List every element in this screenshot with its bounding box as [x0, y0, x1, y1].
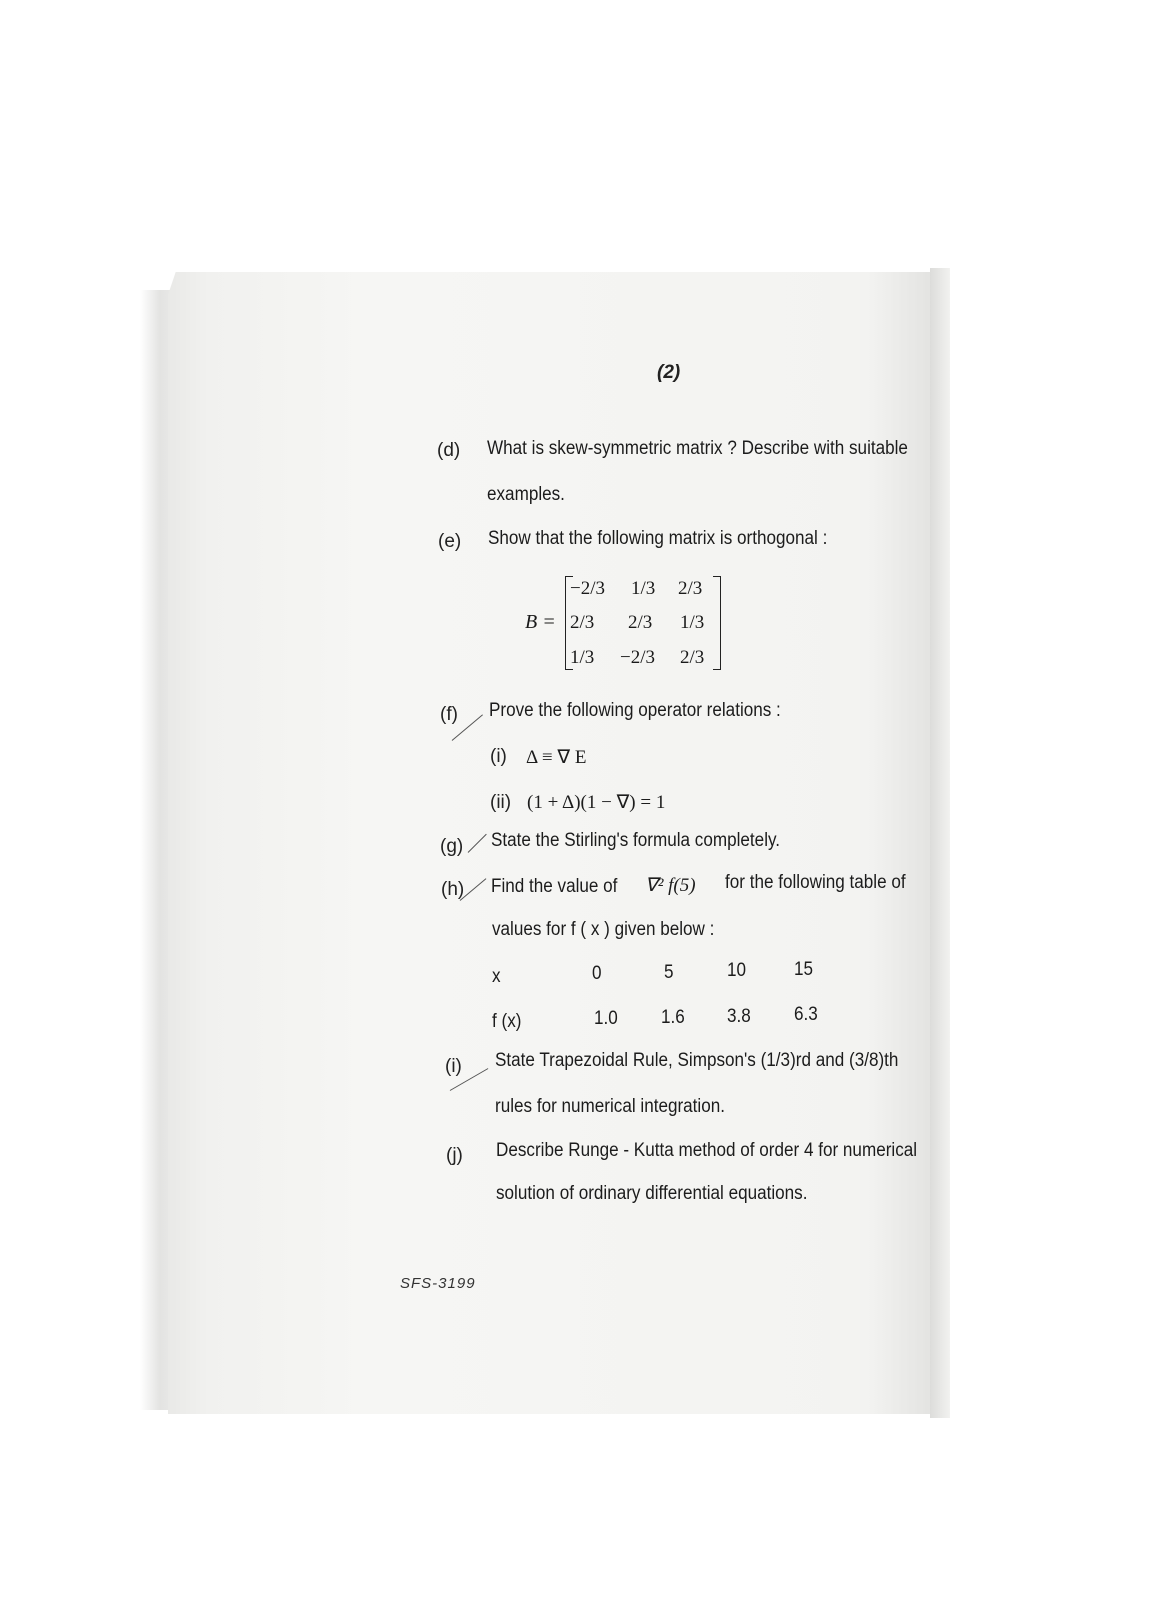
sheet-right-edge — [930, 268, 950, 1418]
question-i-label: (i) — [445, 1056, 462, 1077]
matrix-cell: 2/3 — [678, 578, 703, 599]
matrix-cell: 1/3 — [680, 612, 705, 633]
question-i-line1: State Trapezoidal Rule, Simpson's (1/3)rd and (3/8)th — [495, 1050, 899, 1071]
question-f-sub-i-expr: Δ ≡ ∇ E — [526, 747, 587, 768]
question-f-sub-ii-label: (ii) — [490, 792, 512, 813]
question-d-line1: What is skew-symmetric matrix ? Describe with suitable — [487, 438, 908, 459]
question-h-line1-b: for the following table of — [725, 872, 906, 893]
question-f-sub-ii-expr: (1 + Δ)(1 − ∇) = 1 — [527, 792, 666, 813]
table-fx-value: 1.6 — [661, 1007, 685, 1028]
matrix-cell: 2/3 — [570, 612, 595, 633]
table-x-label: x — [492, 966, 501, 987]
question-e-line1: Show that the following matrix is orthogonal : — [488, 528, 828, 549]
question-h-label: (h) — [441, 879, 465, 900]
question-e-label: (e) — [438, 531, 462, 552]
matrix-cell: −2/3 — [620, 647, 655, 668]
question-g-label: (g) — [440, 836, 464, 857]
matrix-b — [525, 573, 735, 673]
question-j-line2: solution of ordinary differential equations. — [496, 1183, 808, 1204]
table-fx-value: 1.0 — [594, 1008, 618, 1029]
question-d-label: (d) — [437, 440, 461, 461]
question-h-line1-a: Find the value of — [491, 876, 618, 897]
matrix-cell: 2/3 — [680, 647, 705, 668]
matrix-cell: 1/3 — [570, 647, 595, 668]
question-f-sub-i-label: (i) — [490, 746, 507, 767]
table-x-value: 10 — [727, 960, 747, 981]
question-j-line1: Describe Runge - Kutta method of order 4 for numerical — [496, 1140, 918, 1161]
table-x-value: 15 — [794, 959, 814, 980]
table-x-value: 0 — [592, 963, 602, 984]
question-f-line1: Prove the following operator relations : — [489, 700, 781, 721]
footer-code: SFS-3199 — [400, 1275, 476, 1292]
matrix-cell: 2/3 — [628, 612, 653, 633]
page-number: (2) — [657, 362, 681, 383]
table-fx-label: f (x) — [492, 1011, 522, 1032]
matrix-cell: −2/3 — [570, 578, 605, 599]
question-h-expr: ∇² f(5) — [645, 875, 696, 896]
question-g-line1: State the Stirling's formula completely. — [491, 830, 781, 851]
matrix-cell: 1/3 — [631, 578, 656, 599]
question-d-line2: examples. — [487, 484, 565, 505]
matrix-right-bracket — [713, 576, 721, 670]
matrix-name: B = — [525, 611, 556, 633]
question-h-line2: values for f ( x ) given below : — [492, 919, 715, 940]
question-f-label: (f) — [440, 704, 458, 725]
table-fx-value: 6.3 — [794, 1004, 818, 1025]
table-x-value: 5 — [664, 962, 674, 983]
question-i-line2: rules for numerical integration. — [495, 1096, 726, 1117]
table-fx-value: 3.8 — [727, 1006, 751, 1027]
question-j-label: (j) — [446, 1145, 463, 1166]
